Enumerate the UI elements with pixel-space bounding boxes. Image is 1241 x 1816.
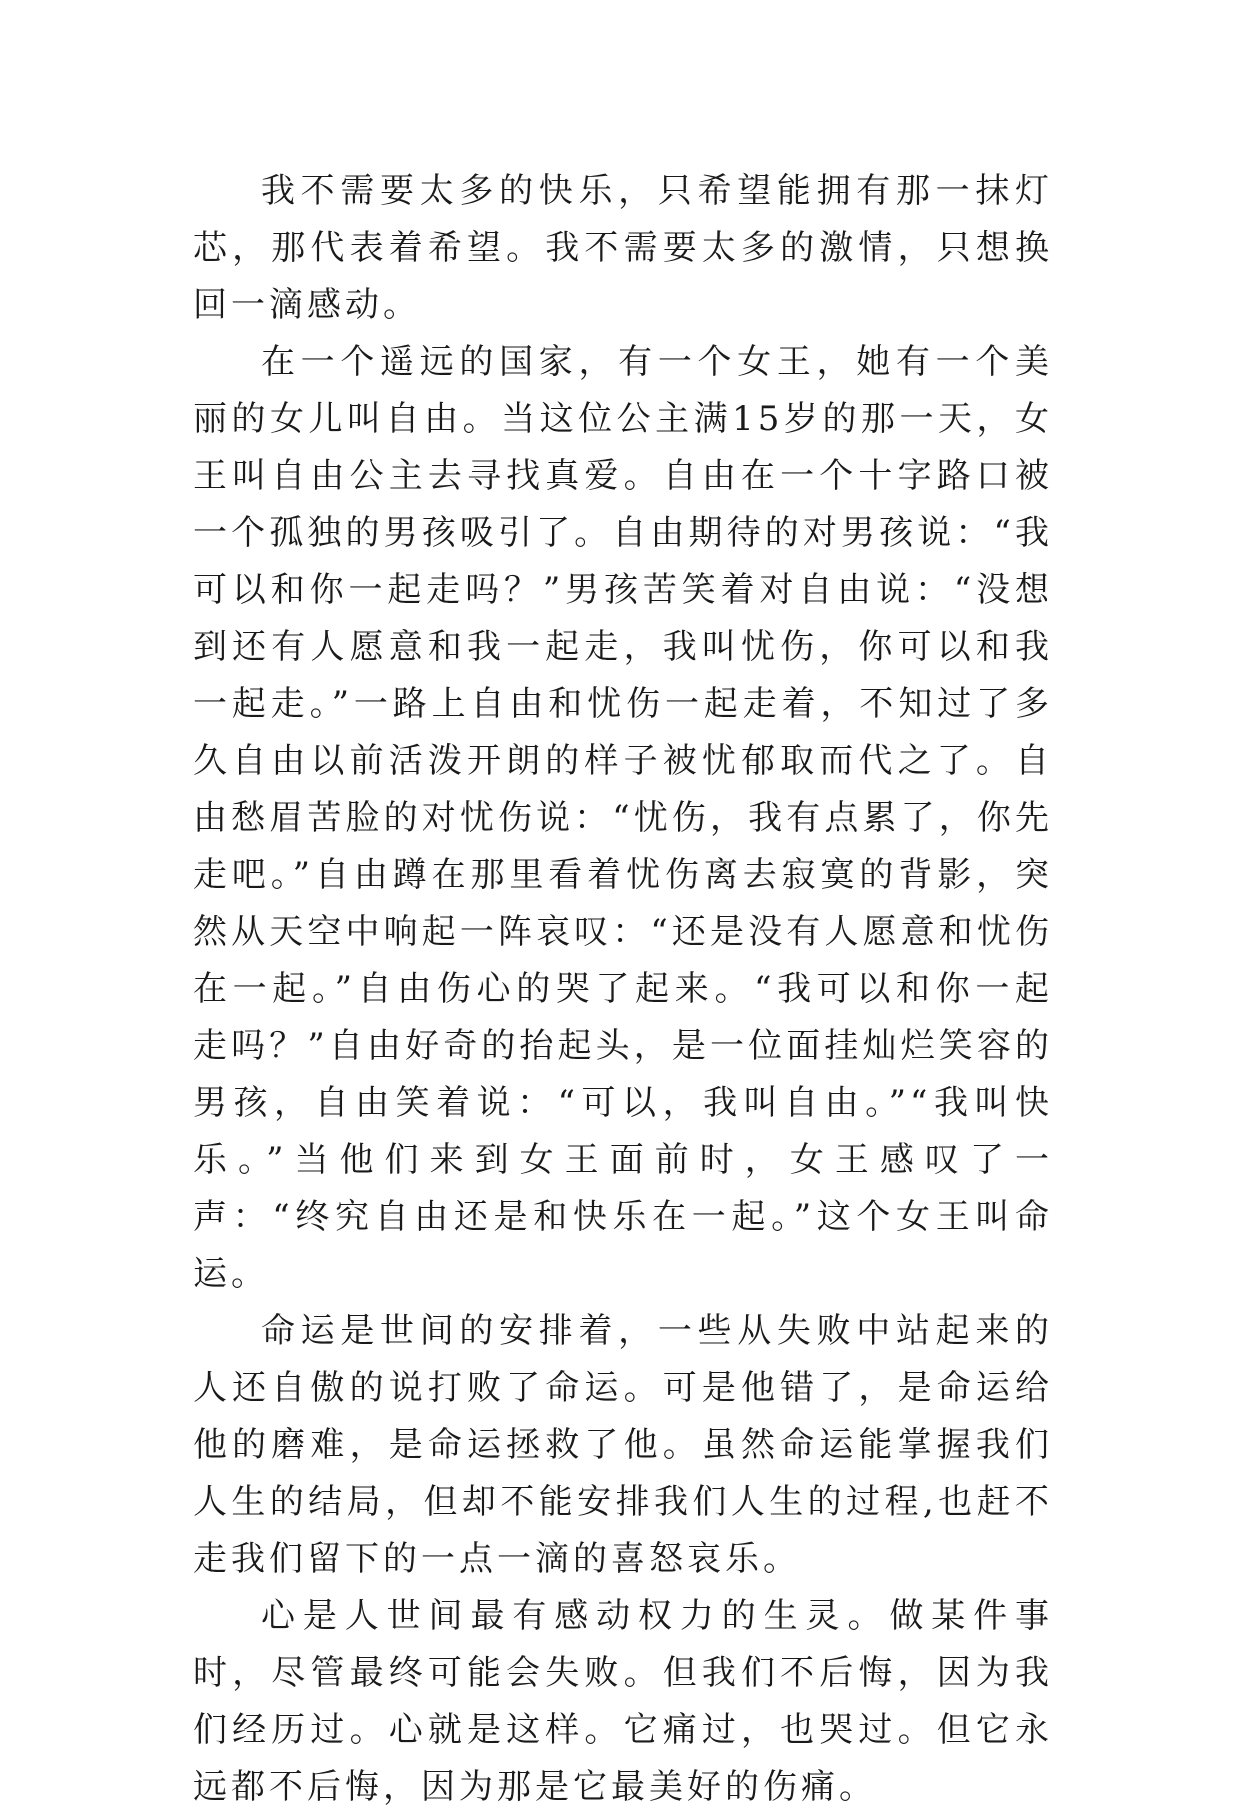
document-body bbox=[193, 163, 1053, 1816]
paragraph-4: 心是人世间最有感动权力的生灵。做某件事时，尽管最终可能会失败。但我们不后悔，因为我们经历过。心就是这样。它痛过，也哭过。但它永远都不后悔，因为那是它最美好的伤痛。 bbox=[193, 1596, 1053, 1807]
paragraph-3: 命运是世间的安排着，一些从失败中站起来的人还自傲的说打败了命运。可是他错了，是命运给他的磨难，是命运拯救了他。虽然命运能掌握我们人生的结局，但却不能安排我们人生的过程,也赶不走我们留下的一点一滴的喜怒哀乐。 bbox=[193, 1311, 1053, 1579]
paragraph-2: 在一个遥远的国家，有一个女王，她有一个美丽的女儿叫自由。当这位公主满15岁的那一天，女王叫自由公主去寻找真爱。自由在一个十字路口被一个孤独的男孩吸引了。自由期待的对男孩说：“我可以和你一起走吗？”男孩苦笑着对自由说：“没想到还有人愿意和我一起走，我叫忧伤，你可以和我一起走。”一路上自由和忧伤一起走着，不知过了多久自由以前活泼开朗的样子被忧郁取而代之了。自由愁眉苦脸的对忧伤说：“忧伤，我有点累了，你先走吧。”自由蹲在那里看着忧伤离去寂寞的背影，突然从天空中响起一阵哀叹：“还是没有人愿意和忧伤在一起。”自由伤心的哭了起来。“我可以和你一起走吗？”自由好奇的抬起头，是一位面挂灿烂笑容的男孩，自由笑着说：“可以，我叫自由。”“我叫快乐。”当他们来到女王面前时，女王感叹了一声：“终究自由还是和快乐在一起。”这个女王叫命运。 bbox=[193, 342, 1053, 1294]
paragraph-1: 我不需要太多的快乐，只希望能拥有那一抹灯芯，那代表着希望。我不需要太多的激情，只想换回一滴感动。 bbox=[193, 171, 1053, 325]
